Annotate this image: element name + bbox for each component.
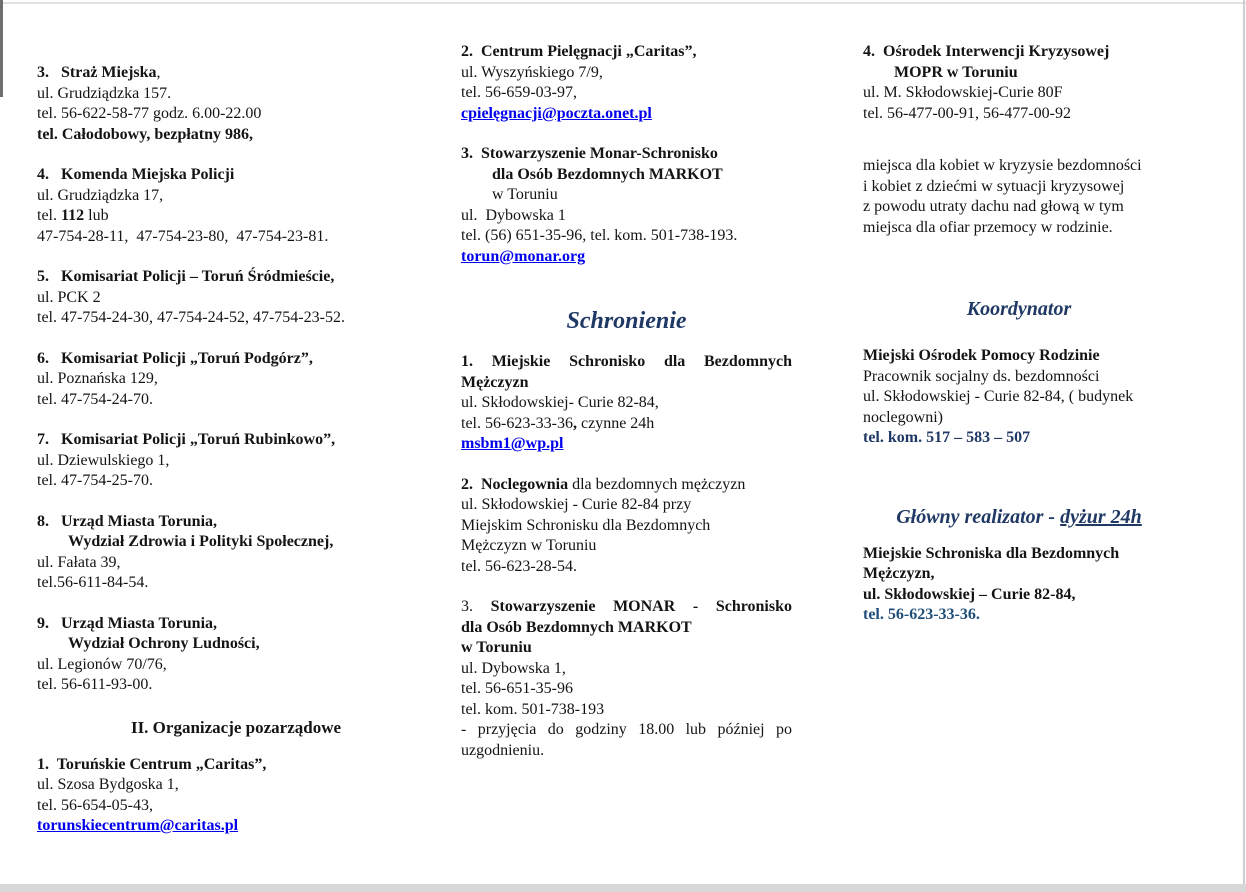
text-line [461, 536, 792, 557]
text-run: tel. Całodobowy, bezpłatny 986, [37, 125, 254, 143]
text-line [863, 544, 1175, 565]
text-line [863, 605, 1175, 626]
email-link[interactable]: msbm1@wp.pl [461, 435, 564, 452]
text-run: Schronienie [566, 308, 687, 334]
entry-komisariat-rubinkowo [37, 430, 435, 492]
text-run: II. Organizacje pozarządowe [130, 717, 342, 737]
text-line [37, 614, 435, 635]
text-line [863, 218, 1175, 239]
text-line [863, 346, 1175, 367]
text-run: tel. 56-622-58-77 godz. 6.00-22.00 [37, 105, 262, 122]
text-run: 1. Miejskie Schronisko dla Bezdomnych [461, 353, 792, 370]
text-run: 3. Straż Miejska [37, 64, 157, 81]
text-line [461, 373, 792, 394]
text-line [37, 573, 435, 594]
text-run: tel. [37, 207, 61, 224]
text-run: dla Osób Bezdomnych MARKOT [492, 165, 723, 183]
text-line [461, 495, 792, 516]
email-link[interactable]: torun@monar.org [461, 247, 586, 265]
text-line [863, 408, 1175, 429]
text-line [37, 471, 435, 492]
text-line [461, 434, 792, 455]
text-run: tel. 47-754-24-30, 47-754-24-52, 47-754-23-52. [37, 309, 345, 326]
text-run: Koordynator [966, 298, 1072, 320]
text-line [461, 597, 792, 618]
text-run: tel. kom. 501-738-193 [461, 700, 605, 718]
text-line [863, 104, 1175, 125]
text-line [37, 634, 435, 655]
entry-komisariat-srodmiescie [37, 267, 435, 329]
entry-torunskie-centrum-caritas [37, 755, 435, 837]
entry-centrum-pielegnacji-caritas [461, 42, 792, 124]
text-run: ul. Fałata 39, [37, 553, 121, 571]
text-run: 8. Urząd Miasta Torunia, [37, 512, 218, 530]
section-title-organizacje-pozarzadowe [37, 717, 435, 739]
entry-monar-markot-schronisko [461, 144, 792, 267]
text-run: tel. 47-754-25-70. [37, 472, 153, 489]
text-line [37, 104, 435, 125]
text-run: tel. 47-754-24-70. [37, 390, 153, 408]
text-line [37, 717, 435, 739]
text-run: 3. Stowarzyszenie Monar-Schronisko [461, 145, 718, 162]
text-run: miejsca dla ofiar przemocy w rodzinie. [863, 218, 1113, 236]
text-line [461, 393, 792, 414]
text-line [461, 83, 792, 104]
page-border-left [0, 0, 3, 97]
page-border-bottom [0, 884, 1246, 892]
text-line [461, 304, 792, 338]
text-line [863, 197, 1175, 218]
text-run: ul. Skłodowskiej- Curie 82-84, [461, 394, 659, 411]
text-run: ul. M. Skłodowskiej-Curie 80F [863, 84, 1063, 101]
text-line [37, 655, 435, 676]
text-run: ul. Grudziądzka 157. [37, 84, 172, 102]
text-line [37, 532, 435, 553]
text-run: 9. Urząd Miasta Torunia, [37, 614, 218, 632]
text-run: ul. Grudziądzka 17, [37, 186, 164, 204]
text-line [37, 308, 435, 329]
text-run: tel. (56) 651-35-96, tel. kom. 501-738-193. [461, 227, 738, 244]
text-run: tel. 56-623-33-36 [461, 414, 573, 432]
column-right [863, 42, 1175, 646]
text-run: w Toruniu [461, 639, 532, 656]
entry-miejskie-schroniska [863, 544, 1175, 626]
text-run: z powodu utraty dachu nad głową w tym [863, 198, 1124, 215]
text-run: tel. kom. 517 – 583 – 507 [863, 429, 1031, 446]
text-line [37, 125, 435, 146]
text-run: czynne 24h [576, 414, 655, 432]
text-line [461, 206, 792, 227]
text-run: ul. Skłodowskiej - Curie 82-84, ( budynek [863, 388, 1134, 405]
heading-glowny-realizator [863, 502, 1175, 532]
text-run: dla Osób Bezdomnych MARKOT [461, 618, 692, 636]
text-run: dla bezdomnych mężczyzn [568, 475, 746, 493]
text-run: tel. 56-623-28-54. [461, 557, 577, 575]
text-line [37, 288, 435, 309]
text-run: tel. 56-623-33-36. [863, 606, 980, 623]
text-line [461, 700, 792, 721]
text-line [37, 816, 435, 837]
text-line [37, 755, 435, 776]
text-line [863, 177, 1175, 198]
text-line [37, 675, 435, 696]
text-line [461, 741, 792, 762]
email-link[interactable]: cpielęgnacji@poczta.onet.pl [461, 104, 652, 122]
text-run: Miejskie Schroniska dla Bezdomnych [863, 544, 1120, 562]
text-run: ul. Wyszyńskiego 7/9, [461, 63, 603, 81]
entry-urzad-wydzial-ochrony [37, 614, 435, 696]
text-run: . [469, 598, 491, 615]
text-run: 47-754-28-11, 47-754-23-80, 47-754-23-81. [37, 227, 329, 245]
text-line [461, 165, 792, 186]
text-line [461, 516, 792, 537]
para-miejsca-dla-kobiet [863, 156, 1175, 238]
text-run: 7. Komisariat Policji „Toruń Rubinkowo”, [37, 431, 336, 448]
text-line [37, 512, 435, 533]
entry-straz-miejska [37, 63, 435, 145]
text-line [461, 185, 792, 206]
text-line [37, 451, 435, 472]
text-run: Pracownik socjalny ds. bezdomności [863, 367, 1100, 385]
text-line [37, 84, 435, 105]
text-run: ul. Dybowska 1 [461, 206, 566, 224]
text-line [461, 557, 792, 578]
text-run: MOPR w Toruniu [894, 63, 1018, 81]
text-run: noclegowni) [863, 408, 943, 426]
text-line [863, 367, 1175, 388]
text-run: Mężczyzn, [863, 565, 935, 582]
text-run: ul. Legionów 70/76, [37, 655, 167, 673]
text-run: Mężczyzn [461, 373, 529, 391]
text-line [461, 414, 792, 435]
page-border-right [1243, 0, 1245, 892]
text-line [461, 679, 792, 700]
text-line [863, 387, 1175, 408]
text-line [37, 63, 435, 84]
text-run: tel.56-611-84-54. [37, 574, 149, 591]
text-run: i kobiet z dziećmi w sytuacji kryzysowej [863, 177, 1125, 195]
page-border-top [0, 2, 1246, 4]
text-run: Główny realizator - [896, 505, 1061, 528]
text-run: 112 [61, 207, 85, 224]
text-run: Wydział Ochrony Ludności, [68, 635, 260, 652]
text-line [461, 63, 792, 84]
text-line [37, 369, 435, 390]
text-line [37, 349, 435, 370]
text-run: miejsca dla kobiet w kryzysie bezdomności [863, 157, 1142, 174]
text-run: tel. 56-654-05-43, [37, 796, 153, 814]
text-line [37, 186, 435, 207]
text-run: Mężczyzn w Toruniu [461, 537, 597, 554]
text-line [461, 144, 792, 165]
text-line [37, 390, 435, 411]
text-line [461, 104, 792, 125]
text-line [863, 42, 1175, 63]
text-line [863, 564, 1175, 585]
text-line [461, 638, 792, 659]
text-run: lub [84, 207, 109, 224]
text-line [37, 165, 435, 186]
entry-komisariat-podgorz [37, 349, 435, 411]
text-line [37, 206, 435, 227]
heading-koordynator [863, 294, 1175, 324]
text-run: w Toruniu [492, 186, 558, 203]
text-run: ul. Poznańska 129, [37, 370, 158, 387]
text-line [863, 502, 1175, 532]
text-line [37, 796, 435, 817]
text-line [863, 156, 1175, 177]
text-run: 4. Ośrodek Interwencji Kryzysowej [863, 43, 1110, 60]
entry-monar-markot-w-toruniu [461, 597, 792, 761]
text-run: 4. Komenda Miejska Policji [37, 166, 235, 183]
text-line [461, 475, 792, 496]
text-run: dyżur 24h [1060, 505, 1142, 528]
text-line [863, 83, 1175, 104]
text-line [37, 430, 435, 451]
entry-urzad-wydzial-zdrowia [37, 512, 435, 594]
column-left [37, 63, 435, 857]
heading-schronienie [461, 304, 792, 338]
text-line [461, 247, 792, 268]
entry-komenda-miejska-policji [37, 165, 435, 247]
text-run: ul. Skłodowskiej - Curie 82-84 przy [461, 496, 692, 513]
text-line [461, 42, 792, 63]
text-run: 6. Komisariat Policji „Toruń Podgórz”, [37, 349, 313, 367]
text-run: - przyjęcia do godziny 18.00 lub później po [461, 721, 792, 738]
entry-miejskie-schronisko [461, 352, 792, 455]
text-run: ul. Skłodowskiej – Curie 82-84, [863, 585, 1076, 603]
text-line [37, 227, 435, 248]
text-run: tel. 56-659-03-97, [461, 84, 577, 101]
text-line [37, 775, 435, 796]
text-line [863, 63, 1175, 84]
text-run: 2. Centrum Pielęgnacji „Caritas”, [461, 43, 697, 60]
text-run: Wydział Zdrowia i Polityki Społecznej, [68, 533, 334, 550]
text-run: tel. 56-611-93-00. [37, 676, 153, 693]
text-run: 2. Noclegownia [461, 475, 569, 493]
text-line [461, 352, 792, 373]
email-link[interactable]: torunskiecentrum@caritas.pl [37, 817, 239, 834]
text-line [37, 267, 435, 288]
entry-osrodek-interwencji-kryzysowej [863, 42, 1175, 124]
text-run: ul. Dziewulskiego 1, [37, 451, 170, 469]
text-run: 3 [461, 598, 469, 615]
text-run: 5. Komisariat Policji – Toruń Śródmieście, [37, 268, 335, 285]
text-line [461, 618, 792, 639]
text-line [461, 659, 792, 680]
text-run: Miejskim Schronisku dla Bezdomnych [461, 516, 711, 534]
text-line [863, 428, 1175, 449]
text-line [863, 294, 1175, 324]
text-run: tel. 56-651-35-96 [461, 680, 573, 697]
text-run: Miejski Ośrodek Pomocy Rodzinie [863, 347, 1100, 364]
text-run: tel. 56-477-00-91, 56-477-00-92 [863, 104, 1071, 122]
text-run: 1. Toruńskie Centrum „Caritas”, [37, 755, 267, 773]
entry-mopr-koordynator [863, 346, 1175, 449]
text-run: Stowarzyszenie MONAR - Schronisko [490, 598, 793, 615]
text-run: uzgodnieniu. [461, 741, 545, 759]
text-line [863, 585, 1175, 606]
text-line [461, 720, 792, 741]
text-line [37, 553, 435, 574]
text-run: ul. Szosa Bydgoska 1, [37, 776, 179, 793]
text-run: , [156, 64, 161, 81]
text-line [461, 226, 792, 247]
text-run: ul. Dybowska 1, [461, 659, 566, 677]
text-run: , [572, 414, 577, 432]
text-run: ul. PCK 2 [37, 288, 101, 306]
column-middle [461, 42, 792, 781]
entry-noclegownia [461, 475, 792, 578]
